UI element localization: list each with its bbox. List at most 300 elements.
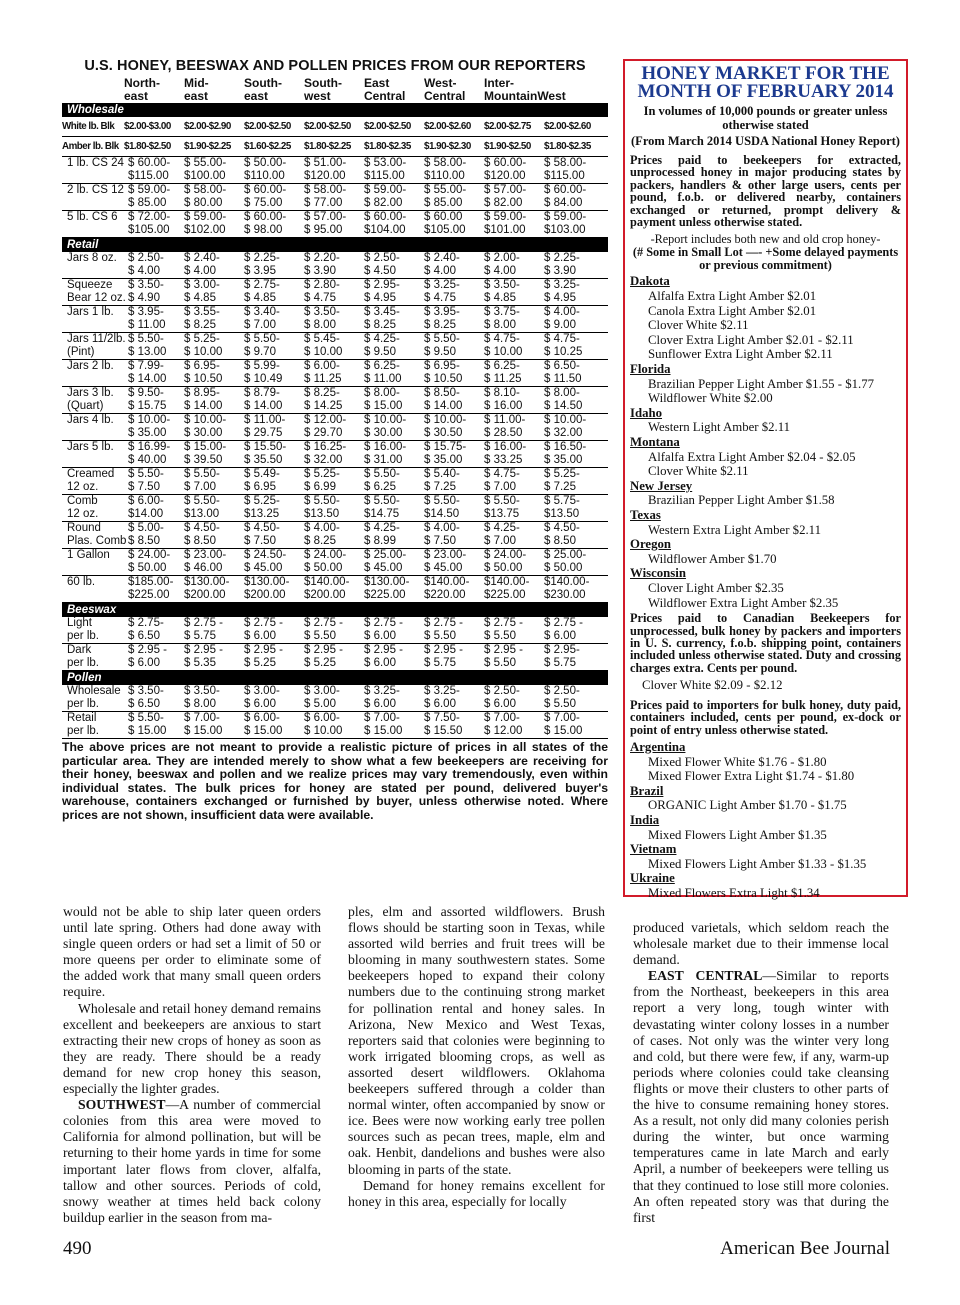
price-cell: $1.80-$2.35 bbox=[544, 137, 608, 157]
price-cell: $ 2.00- bbox=[484, 252, 520, 264]
page-number: 490 bbox=[63, 1238, 92, 1259]
article-paragraph: would not be able to ship later queen orders until late spring. Others had done away with single queen orders or had set a limit of 50 or more queens per order to eliminate some of the added work that many small queen orders require. bbox=[63, 904, 321, 1000]
price-cell: $ 2.40- bbox=[424, 252, 460, 264]
price-cell: $ 25.00- bbox=[364, 549, 407, 561]
price-cell: $ 2.75- bbox=[128, 617, 164, 629]
price-cell: $1.90-$2.25 bbox=[184, 137, 244, 157]
price-cell: $ 2.75- bbox=[244, 279, 280, 291]
row-label: Wholesale bbox=[67, 685, 121, 697]
price-cell: $ 8.25 bbox=[364, 319, 424, 333]
price-cell: $140.00- bbox=[424, 576, 470, 588]
price-cell: $ 6.99 bbox=[304, 481, 364, 495]
price-entry: Wildflower Extra Light Amber $2.35 bbox=[648, 595, 839, 610]
price-cell: $ 6.00 bbox=[484, 698, 544, 712]
price-cell: $ 4.95 bbox=[364, 292, 424, 306]
table-row bbox=[62, 589, 608, 603]
price-cell: $ 9.50- bbox=[128, 387, 164, 399]
price-cell: $13.75 bbox=[484, 508, 544, 522]
price-cell: $ 15.00 bbox=[364, 725, 424, 739]
price-cell: $105.00 bbox=[124, 224, 184, 238]
price-cell: $ 4.00- bbox=[424, 522, 460, 534]
origin-heading: Brazil bbox=[630, 783, 664, 798]
region-label: South- west bbox=[304, 76, 342, 103]
section-heading-east-central: EAST CENTRAL bbox=[648, 968, 763, 984]
price-cell: $ 2.75 - bbox=[244, 617, 283, 629]
price-cell: $ 5.40- bbox=[424, 468, 460, 480]
price-cell: $130.00- bbox=[244, 576, 290, 588]
table-row bbox=[62, 685, 608, 698]
price-cell: $ 6.00 bbox=[124, 657, 184, 671]
price-cell: $ 5.50- bbox=[184, 495, 220, 507]
row-label bbox=[62, 197, 124, 211]
origin-heading: Oregon bbox=[630, 537, 671, 552]
price-cell: $ 75.00 bbox=[244, 197, 304, 211]
price-cell: $ 57.00- bbox=[304, 211, 347, 223]
price-cell: $115.00 bbox=[364, 170, 424, 184]
price-cell: $ 2.95 - bbox=[484, 644, 523, 656]
price-cell: $103.00 bbox=[544, 224, 608, 238]
price-cell: $ 14.00 bbox=[124, 373, 184, 387]
price-cell: $ 30.00 bbox=[364, 427, 424, 441]
price-cell: $ 3.50- bbox=[128, 685, 164, 697]
price-cell: $ 5.50 bbox=[484, 630, 544, 644]
price-cell: $ 60.00- bbox=[244, 184, 287, 196]
price-cell: $ 2.75 - bbox=[484, 617, 523, 629]
row-label: Jars 3 lb. bbox=[67, 387, 114, 399]
price-cell: $ 3.90 bbox=[304, 265, 364, 279]
table-row bbox=[62, 224, 608, 238]
price-cell: $ 7.00 bbox=[484, 481, 544, 495]
price-cell: $200.00 bbox=[184, 589, 244, 603]
table-row bbox=[62, 279, 608, 293]
price-cell: $ 6.00 bbox=[424, 698, 484, 712]
row-label: (Pint) bbox=[62, 346, 124, 360]
article-paragraph: SOUTHWEST—A number of commercial colonies from this area were moved to California for almond pollination, but will be returning to their home yards in time for some important later flows from clover, alfalfa, tallow and other sources. Periods of cold, snowy weather at times held back colony buildup earlier in the season from ma- bbox=[63, 1097, 321, 1225]
price-cell: $200.00 bbox=[304, 589, 364, 603]
price-cell: $ 5.50 bbox=[304, 630, 364, 644]
price-cell: $ 4.25- bbox=[364, 522, 400, 534]
price-cell: $ 5.00 bbox=[304, 698, 364, 712]
price-cell: $ 3.25- bbox=[424, 685, 460, 697]
row-label: Bear 12 oz. bbox=[62, 292, 124, 306]
table-row bbox=[62, 360, 608, 374]
price-cell: $ 8.00 bbox=[484, 319, 544, 333]
price-cell: $ 4.75 bbox=[424, 292, 484, 306]
region-header bbox=[62, 77, 608, 103]
price-cell: $ 24.50- bbox=[244, 549, 287, 561]
price-cell: $ 12.00- bbox=[304, 414, 347, 426]
price-cell: $ 3.50- bbox=[484, 279, 520, 291]
table-row bbox=[62, 725, 608, 739]
table-row bbox=[62, 644, 608, 658]
price-cell: $ 16.00- bbox=[364, 441, 407, 453]
price-table-block bbox=[62, 58, 608, 823]
price-cell: $13.25 bbox=[244, 508, 304, 522]
price-cell: $ 4.00 bbox=[184, 265, 244, 279]
price-cell: $ 50.00 bbox=[544, 562, 608, 576]
table-row bbox=[62, 373, 608, 387]
price-cell: $130.00- bbox=[184, 576, 230, 588]
row-label: Comb bbox=[67, 495, 98, 507]
price-cell: $ 2.50- bbox=[128, 252, 164, 264]
article-column-1 bbox=[63, 904, 321, 1226]
price-cell: $ 6.00- bbox=[304, 712, 340, 724]
table-row bbox=[62, 427, 608, 441]
table-row bbox=[62, 508, 608, 522]
price-cell: $ 85.00 bbox=[424, 197, 484, 211]
price-cell: $ 10.00 bbox=[484, 346, 544, 360]
price-cell: $ 77.00 bbox=[304, 197, 364, 211]
price-cell: $ 6.50 bbox=[124, 630, 184, 644]
price-cell: $ 23.00- bbox=[424, 549, 467, 561]
price-cell: $ 6.95- bbox=[424, 360, 460, 372]
price-cell: $ 6.00 bbox=[364, 698, 424, 712]
price-cell: $13.50 bbox=[304, 508, 364, 522]
price-cell: $ 6.95- bbox=[184, 360, 220, 372]
price-cell: $ 2.95- bbox=[544, 644, 580, 656]
price-cell: $ 5.50- bbox=[424, 333, 460, 345]
table-row bbox=[62, 576, 608, 590]
row-label: White lb. Blk bbox=[62, 117, 124, 137]
price-cell: $ 15.50- bbox=[244, 441, 287, 453]
table-row bbox=[62, 549, 608, 563]
price-entry: Alfalfa Extra Light Amber $2.04 - $2.05 bbox=[648, 449, 856, 464]
price-cell: $ 2.25- bbox=[544, 252, 580, 264]
price-cell: $ 7.50 bbox=[424, 535, 484, 549]
price-cell: $ 8.50 bbox=[544, 535, 608, 549]
price-cell: $ 4.75- bbox=[484, 468, 520, 480]
article-paragraph: EAST CENTRAL—Similar to reports from the Northeast, beekeepers in this area report a very long, tough winter with devastating winter colony losses in a number of cases. Not only was the winter very long and cold, but there were few, if any, warm-up periods where colonies could take cleansing flights or move their clusters to other parts of the hive to consume remaining honey stores. As a result, not only did many colonies perish during the winter, but once warming temperatures came in late March and early April, a number of beekeepers were telling us that they continued to lose still more colonies. An often repeated story was that during the first bbox=[633, 968, 889, 1225]
canada-intro: Prices paid to Canadian Beekeepers for unprocessed, bulk honey by packers and importers in U. S. currency, f.o.b. shipping point, containers included unless otherwise stated. Duty and crossing charges extra. Cents per pound. bbox=[630, 611, 901, 675]
price-cell: $ 6.00 bbox=[364, 657, 424, 671]
price-cell: $ 3.25- bbox=[364, 685, 400, 697]
price-cell: $ 5.50- bbox=[128, 333, 164, 345]
price-cell: $105.00 bbox=[424, 224, 484, 238]
price-cell: $115.00 bbox=[124, 170, 184, 184]
price-cell: $ 5.25- bbox=[184, 333, 220, 345]
row-label: Jars 4 lb. bbox=[67, 414, 114, 426]
price-cell: $ 11.25 bbox=[484, 373, 544, 387]
market-title: HONEY MARKET FOR THE MONTH OF FEBRUARY 2014 bbox=[637, 63, 894, 102]
price-entry: Clover White $2.11 bbox=[648, 318, 749, 333]
row-label: Dark bbox=[67, 644, 92, 656]
table-row bbox=[62, 630, 608, 644]
price-cell: $ 7.00- bbox=[184, 712, 220, 724]
price-cell: $ 5.35 bbox=[184, 657, 244, 671]
price-cell: $ 8.00- bbox=[364, 387, 400, 399]
price-cell: $ 6.25 bbox=[364, 481, 424, 495]
row-label bbox=[62, 454, 124, 468]
table-row bbox=[62, 157, 608, 171]
price-cell: $ 12.00 bbox=[484, 725, 544, 739]
price-cell: $ 9.70 bbox=[244, 346, 304, 360]
price-cell: $ 59.00- bbox=[184, 211, 227, 223]
origin-heading: Wisconsin bbox=[630, 566, 686, 581]
section-header: Beeswax bbox=[62, 603, 608, 618]
honey-market-box bbox=[623, 59, 908, 900]
price-cell: $ 3.00- bbox=[184, 279, 220, 291]
price-cell: $102.00 bbox=[184, 224, 244, 238]
price-cell: $ 3.95- bbox=[128, 306, 164, 318]
price-cell: $ 4.00 bbox=[484, 265, 544, 279]
price-cell: $2.00-$2.50 bbox=[304, 117, 364, 137]
price-cell: $ 31.00 bbox=[364, 454, 424, 468]
price-cell: $ 11.00 bbox=[124, 319, 184, 333]
row-label bbox=[62, 319, 124, 333]
row-label: Light bbox=[67, 617, 92, 629]
price-cell: $ 3.50- bbox=[128, 279, 164, 291]
row-label: Round bbox=[67, 522, 101, 534]
price-cell: $200.00 bbox=[244, 589, 304, 603]
price-entry: Clover White $2.11 bbox=[648, 464, 749, 479]
price-cell: $ 4.50- bbox=[244, 522, 280, 534]
price-cell: $ 3.90 bbox=[544, 265, 608, 279]
price-cell: $ 10.00- bbox=[544, 414, 587, 426]
row-label: 1 lb. CS 24 bbox=[67, 157, 124, 169]
price-cell: $ 6.50 bbox=[124, 698, 184, 712]
price-cell: $ 4.00- bbox=[544, 306, 580, 318]
article-paragraph: produced varietals, which seldom reach the wholesale market due to their immense local demand. bbox=[633, 920, 889, 968]
section-header: Wholesale bbox=[62, 103, 608, 117]
table-row bbox=[62, 657, 608, 671]
price-cell: $ 9.00 bbox=[544, 319, 608, 333]
table-row bbox=[62, 319, 608, 333]
price-cell: $ 30.00 bbox=[184, 427, 244, 441]
table-row bbox=[62, 481, 608, 495]
price-cell: $ 5.75 bbox=[424, 657, 484, 671]
price-cell: $ 3.95 bbox=[244, 265, 304, 279]
price-cell: $ 50.00 bbox=[484, 562, 544, 576]
table-row bbox=[62, 333, 608, 347]
region-label: Inter- MountainWest bbox=[484, 76, 566, 103]
price-entry: Western Extra Light Amber $2.11 bbox=[648, 522, 821, 537]
price-cell: $ 9.50 bbox=[364, 346, 424, 360]
price-cell: $2.00-$3.00 bbox=[124, 117, 184, 137]
price-cell: $ 50.00 bbox=[124, 562, 184, 576]
price-cell: $ 5.50 bbox=[544, 698, 608, 712]
table-row bbox=[62, 495, 608, 509]
price-cell: $ 5.50- bbox=[424, 495, 460, 507]
origin-heading: Ukraine bbox=[630, 871, 675, 886]
price-cell: $ 3.00- bbox=[304, 685, 340, 697]
canada-price: Clover White $2.09 - $2.12 bbox=[642, 678, 783, 693]
price-cell: $ 5.25 bbox=[244, 657, 304, 671]
table-row bbox=[62, 414, 608, 428]
price-cell: $ 58.00- bbox=[184, 184, 227, 196]
price-cell: $ 59.00- bbox=[544, 211, 587, 223]
row-label: 5 lb. CS 6 bbox=[67, 211, 118, 223]
price-cell: $ 2.95- bbox=[364, 279, 400, 291]
price-cell: $ 6.00 bbox=[244, 698, 304, 712]
price-entry: Mixed Flowers Light Amber $1.33 - $1.35 bbox=[648, 856, 867, 871]
price-cell: $220.00 bbox=[424, 589, 484, 603]
price-cell: $ 7.99- bbox=[128, 360, 164, 372]
price-cell: $ 59.00- bbox=[128, 184, 171, 196]
price-cell: $ 6.00- bbox=[304, 360, 340, 372]
origin-heading: India bbox=[630, 812, 660, 827]
price-cell: $ 10.00- bbox=[184, 414, 227, 426]
article-column-3 bbox=[633, 920, 889, 1226]
price-cell: $ 8.99 bbox=[364, 535, 424, 549]
section-header: Pollen bbox=[62, 671, 608, 686]
report-source: (From March 2014 USDA National Honey Report) bbox=[631, 134, 900, 148]
price-cell: $ 6.00 bbox=[544, 630, 608, 644]
origin-heading: Dakota bbox=[630, 274, 670, 289]
price-cell: $ 5.50- bbox=[128, 712, 164, 724]
table-row bbox=[62, 252, 608, 265]
price-cell: $101.00 bbox=[484, 224, 544, 238]
price-cell: $ 11.00- bbox=[244, 414, 286, 426]
row-label: 1 Gallon bbox=[67, 549, 110, 561]
price-entry: Mixed Flowers Extra Light $1.34 bbox=[648, 885, 820, 900]
table-row bbox=[62, 184, 608, 198]
price-cell: $ 8.50 bbox=[124, 535, 184, 549]
table-row bbox=[62, 617, 608, 630]
price-cell: $ 29.75 bbox=[244, 427, 304, 441]
price-cell: $ 51.00- bbox=[304, 157, 347, 169]
price-cell: $ 15.00 bbox=[124, 725, 184, 739]
price-cell: $140.00- bbox=[544, 576, 590, 588]
price-cell: $ 24.00- bbox=[128, 549, 171, 561]
price-entry: Canola Extra Light Amber $2.01 bbox=[648, 303, 817, 318]
price-cell: $ 5.50- bbox=[304, 495, 340, 507]
price-cell: $100.00 bbox=[184, 170, 244, 184]
row-label bbox=[62, 265, 124, 279]
price-cell: $ 3.00- bbox=[244, 685, 280, 697]
price-cell: $ 59.00- bbox=[484, 211, 527, 223]
price-cell: $1.60-$2.25 bbox=[244, 137, 304, 157]
origin-heading: Vietnam bbox=[630, 842, 677, 857]
price-cell: $ 5.50- bbox=[184, 468, 220, 480]
price-cell: $ 8.25 bbox=[424, 319, 484, 333]
price-cell: $ 10.00 bbox=[304, 725, 364, 739]
price-cell: $ 4.85 bbox=[184, 292, 244, 306]
table-row bbox=[62, 137, 608, 157]
price-cell: $130.00- bbox=[364, 576, 410, 588]
price-entry: Brazilian Pepper Light Amber $1.55 - $1.77 bbox=[648, 376, 875, 391]
price-entry: Clover Extra Light Amber $2.01 - $2.11 bbox=[648, 332, 854, 347]
price-cell: $ 4.95 bbox=[544, 292, 608, 306]
price-cell: $115.00 bbox=[544, 170, 608, 184]
origin-heading: Argentina bbox=[630, 739, 686, 754]
price-cell: $ 53.00- bbox=[364, 157, 407, 169]
price-cell: $ 4.50 bbox=[364, 265, 424, 279]
price-cell: $14.75 bbox=[364, 508, 424, 522]
price-cell: $13.00 bbox=[184, 508, 244, 522]
price-cell: $ 2.95 - bbox=[364, 644, 403, 656]
price-entry: Mixed Flower Extra Light $1.74 - $1.80 bbox=[648, 769, 855, 784]
article-paragraph: Demand for honey remains excellent for honey in this area, especially for locally bbox=[348, 1177, 605, 1209]
price-cell: $ 8.00 bbox=[184, 698, 244, 712]
price-cell: $ 10.00- bbox=[128, 414, 171, 426]
price-cell: $ 45.00 bbox=[424, 562, 484, 576]
price-cell: $140.00- bbox=[304, 576, 350, 588]
price-cell: $ 32.00 bbox=[304, 454, 364, 468]
price-cell: $ 25.00- bbox=[544, 549, 587, 561]
price-cell: $ 6.00- bbox=[128, 495, 164, 507]
price-cell: $ 7.00 bbox=[244, 319, 304, 333]
price-cell: $110.00 bbox=[424, 170, 484, 184]
price-cell: $ 4.25- bbox=[484, 522, 520, 534]
price-cell: $ 6.95 bbox=[244, 481, 304, 495]
price-cell: $ 5.50- bbox=[484, 495, 520, 507]
price-cell: $ 60.00- bbox=[484, 157, 527, 169]
table-row bbox=[62, 306, 608, 320]
price-cell: $ 6.25- bbox=[484, 360, 520, 372]
origin-heading: Montana bbox=[630, 434, 680, 449]
price-cell: $225.00 bbox=[364, 589, 424, 603]
price-cell: $ 98.00 bbox=[244, 224, 304, 238]
price-cell: $ 5.50- bbox=[364, 495, 400, 507]
price-cell: $ 32.00 bbox=[544, 427, 608, 441]
price-entry: Western Light Amber $2.11 bbox=[648, 420, 791, 435]
price-cell: $ 3.40- bbox=[244, 306, 280, 318]
row-label: Jars 1 lb. bbox=[67, 306, 114, 318]
row-label: Creamed bbox=[67, 468, 115, 480]
import-intro: Prices paid to importers for bulk honey, duty paid, containers included, cents per pound, ex-dock or point of entry unless otherwise stated. bbox=[630, 697, 901, 737]
price-cell: $ 8.79- bbox=[244, 387, 280, 399]
price-cell: $ 15.00- bbox=[184, 441, 227, 453]
price-cell: $ 60.00 bbox=[424, 211, 463, 223]
price-entry: Wildflower White $2.00 bbox=[648, 391, 773, 406]
price-cell: $ 7.25 bbox=[544, 481, 608, 495]
price-cell: $ 9.50 bbox=[424, 346, 484, 360]
price-cell: $185.00- bbox=[128, 576, 174, 588]
price-cell: $ 2.95 - bbox=[304, 644, 343, 656]
row-label: per lb. bbox=[62, 657, 124, 671]
price-cell: $ 59.00- bbox=[364, 184, 407, 196]
price-cell: $ 3.55- bbox=[184, 306, 220, 318]
price-cell: $ 29.70 bbox=[304, 427, 364, 441]
price-cell: $ 7.50 bbox=[244, 535, 304, 549]
price-entry: Mixed Flower White $1.76 - $1.80 bbox=[648, 754, 827, 769]
price-cell: $2.00-$2.75 bbox=[484, 117, 544, 137]
price-cell: $ 2.50- bbox=[544, 685, 580, 697]
price-cell: $ 28.50 bbox=[484, 427, 544, 441]
price-cell: $ 7.00- bbox=[544, 712, 580, 724]
price-cell: $14.50 bbox=[424, 508, 484, 522]
price-cell: $ 10.00 bbox=[184, 346, 244, 360]
price-cell: $ 7.00 bbox=[484, 535, 544, 549]
lot-note: (# Some in Small Lot —- +Some delayed payments or previous commitment) bbox=[632, 245, 899, 272]
price-cell: $120.00 bbox=[304, 170, 364, 184]
price-cell: $ 8.00 bbox=[304, 319, 364, 333]
price-cell: $ 2.50- bbox=[484, 685, 520, 697]
price-cell: $ 5.75- bbox=[544, 495, 580, 507]
row-label bbox=[62, 427, 124, 441]
price-cell: $ 4.85 bbox=[244, 292, 304, 306]
price-cell: $ 4.00- bbox=[304, 522, 340, 534]
origin-heading: New Jersey bbox=[630, 478, 693, 493]
table-disclaimer: The above prices are not meant to provide a realistic picture of prices in all states of the particular area. They are intended merely to show what a few beekeepers are receiving for their honey, beeswax and pollen and we realize prices may vary tremendously, even within individual states. The bulk prices for honey are stated per pound, delivered buyer's warehouse, containers exchanged or furnished by buyer, unless otherwise noted. Where prices are not shown, insufficient data were available. bbox=[62, 740, 608, 822]
price-cell: $ 5.25- bbox=[244, 495, 280, 507]
price-cell: $ 15.00 bbox=[184, 725, 244, 739]
table-row bbox=[62, 698, 608, 712]
price-cell: $ 57.00- bbox=[484, 184, 527, 196]
row-label: Jars 8 oz. bbox=[67, 252, 117, 264]
price-cell: $ 24.00- bbox=[484, 549, 527, 561]
region-label: East Central bbox=[364, 76, 406, 103]
price-entry: Sunflower Extra Light Amber $2.11 bbox=[648, 347, 833, 362]
origin-heading: Idaho bbox=[630, 405, 663, 420]
price-cell: $ 3.45- bbox=[364, 306, 400, 318]
price-cell: $ 15.75 bbox=[124, 400, 184, 414]
price-entry: Alfalfa Extra Light Amber $2.01 bbox=[648, 289, 817, 304]
domestic-price-list bbox=[630, 274, 901, 610]
domestic-intro: Prices paid to beekeepers for extracted, unprocessed honey in major producing states by packers, handlers & other large users, cents per pound, f.o.b. or delivered nearby, containers exchanged or returned, prompt delivery & payment unless otherwise stated. bbox=[630, 153, 901, 230]
region-label: South- east bbox=[244, 76, 282, 103]
price-cell: $ 16.00- bbox=[484, 441, 527, 453]
